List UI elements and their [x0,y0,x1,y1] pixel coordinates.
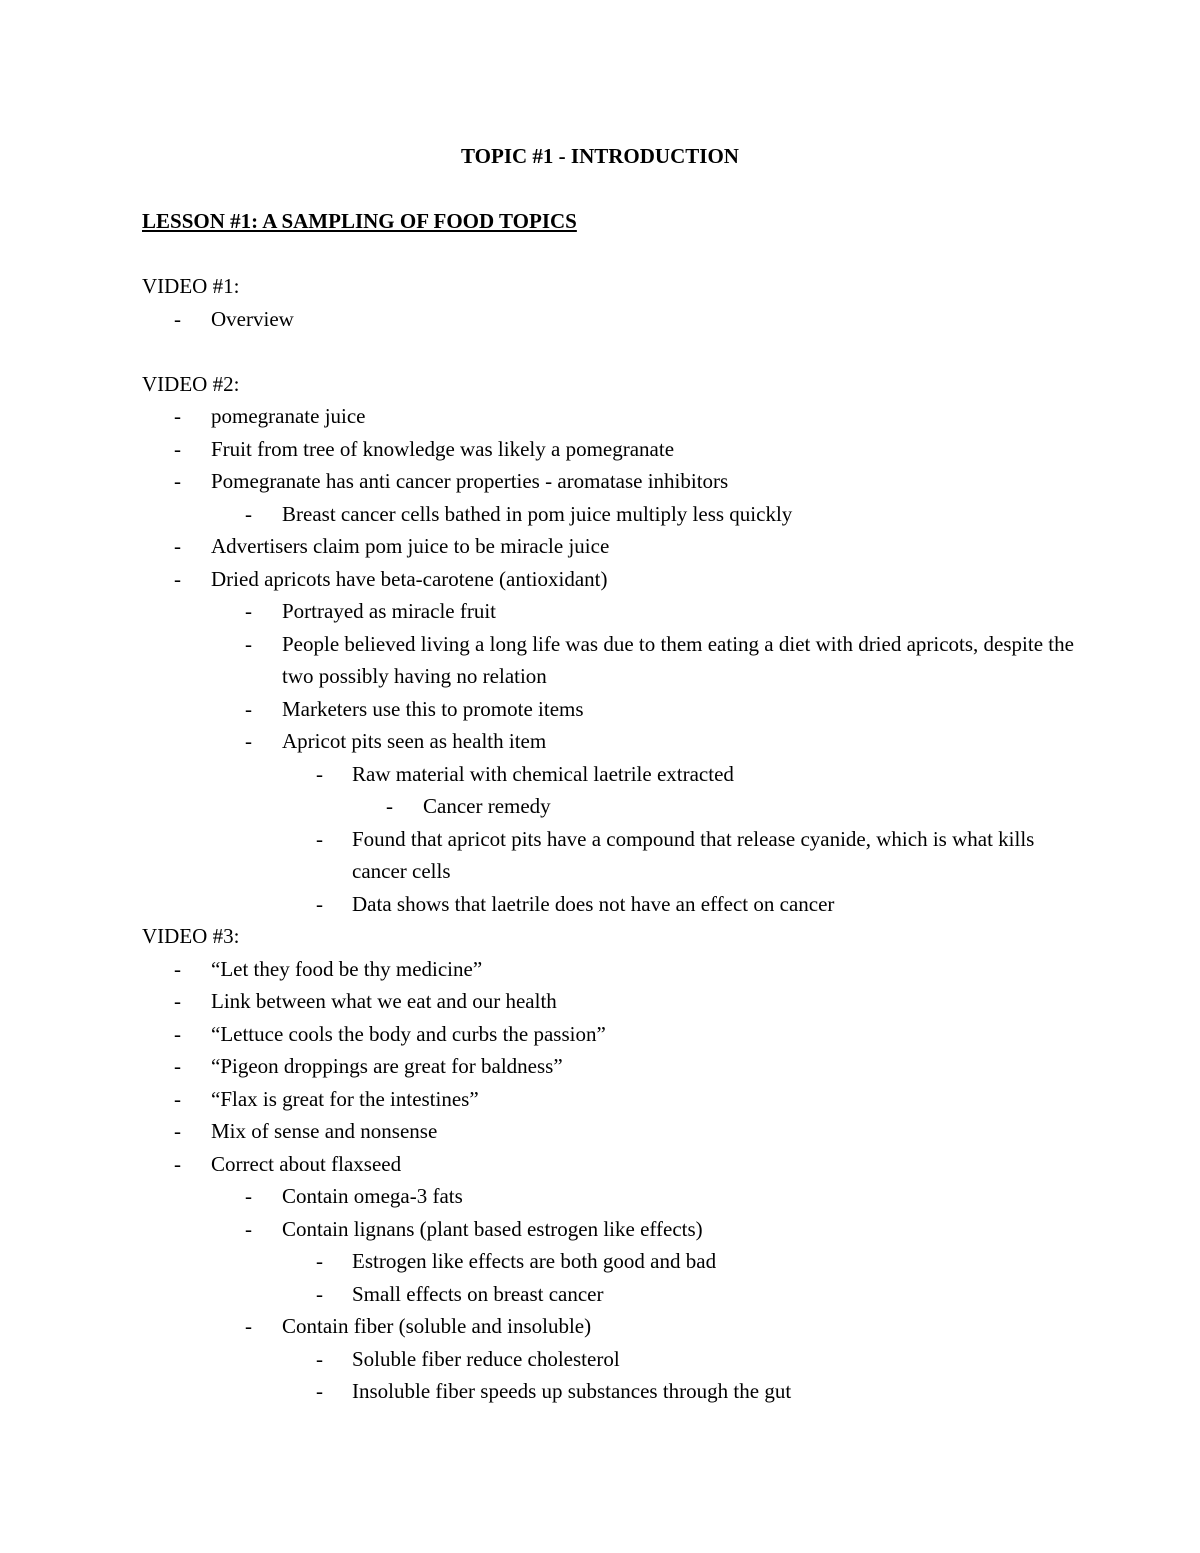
bullet-dash: - [316,1281,323,1306]
bullet-dash: - [316,761,323,786]
list-item-text: Estrogen like effects are both good and bad [352,1249,717,1273]
bullet-dash: - [316,826,323,851]
bullet-dash: - [174,1086,181,1111]
video-heading: VIDEO #2: [142,371,240,396]
bullet-dash: - [316,1379,323,1403]
list-item-text: Raw material with chemical laetrile extracted [352,761,734,786]
list-item-text: Mix of sense and nonsense [211,1119,438,1143]
list-item-text: “Lettuce cools the body and curbs the passion” [211,1021,606,1046]
list-item [142,790,1082,823]
lesson-heading: LESSON #1: A SAMPLING OF FOOD TOPICS [142,209,577,233]
bullet-dash: - [245,696,252,721]
notes-body [142,270,1082,1408]
list-item-text: Breast cancer cells bathed in pom juice multiply less quickly [282,501,793,526]
bullet-dash: - [174,956,181,981]
page-title: TOPIC #1 - INTRODUCTION [461,144,739,168]
list-item-text: pomegranate juice [211,404,366,428]
list-item [142,823,1082,888]
list-item [142,628,1082,693]
bullet-dash: - [245,599,252,623]
list-item-text: Correct about flaxseed [211,1151,402,1176]
video-heading: VIDEO #3: [142,924,240,948]
list-item-text: Soluble fiber reduce cholesterol [352,1346,620,1371]
list-item-text: Found that apricot pits have a compound that release cyanide, which is what kills cancer cells [352,826,1035,883]
list-item [142,985,1082,1018]
bullet-dash: - [174,436,181,461]
list-item [142,725,1082,758]
list-item-text: Contain omega-3 fats [282,1184,463,1208]
bullet-dash: - [245,1184,252,1208]
bullet-dash: - [174,566,181,591]
list-item [142,1245,1082,1278]
video-heading: VIDEO #1: [142,274,240,298]
list-item [142,1343,1082,1376]
bullet-dash: - [245,1314,252,1338]
bullet-dash: - [174,404,181,428]
bullet-dash: - [245,631,252,656]
list-item-text: Fruit from tree of knowledge was likely a pomegranate [211,436,675,461]
list-item [142,400,1082,433]
bullet-dash: - [245,729,252,753]
list-item [142,758,1082,791]
list-item [142,563,1082,596]
blank-line [142,335,1082,368]
bullet-dash: - [174,534,181,558]
list-item [142,1018,1082,1051]
list-item-text: “Let they food be thy medicine” [211,956,483,981]
list-item-text: Contain fiber (soluble and insoluble) [282,1314,592,1338]
bullet-dash: - [174,1151,181,1176]
list-item-text: Cancer remedy [423,794,551,818]
bullet-dash: - [245,1216,252,1241]
bullet-dash: - [316,1249,323,1273]
video-section [142,368,1082,921]
list-item [142,303,1082,336]
bullet-dash: - [174,306,181,331]
bullet-dash: - [174,1054,181,1078]
bullet-dash: - [316,891,323,916]
bullet-dash: - [174,1119,181,1143]
list-item [142,1115,1082,1148]
list-item [142,1213,1082,1246]
list-item-text: Apricot pits seen as health item [282,729,547,753]
bullet-dash: - [174,469,181,493]
list-item [142,465,1082,498]
list-item-text: Portrayed as miracle fruit [282,599,496,623]
list-item-text: Advertisers claim pom juice to be miracle juice [211,534,610,558]
bullet-dash: - [386,794,393,818]
list-item [142,1375,1082,1408]
list-item-text: Contain lignans (plant based estrogen like effects) [282,1216,703,1241]
list-item [142,498,1082,531]
list-item [142,953,1082,986]
list-item [142,530,1082,563]
list-item-text: “Pigeon droppings are great for baldness” [211,1054,563,1078]
list-item [142,888,1082,921]
list-item-text: People believed living a long life was due to them eating a diet with dried apricots, despite the two possibly having no relation [282,631,1074,688]
bullet-dash: - [245,501,252,526]
list-item [142,1310,1082,1343]
list-item-text: Link between what we eat and our health [211,989,557,1013]
bullet-dash: - [174,989,181,1013]
list-item-text: Insoluble fiber speeds up substances through the gut [352,1379,792,1403]
list-item [142,1083,1082,1116]
bullet-dash: - [316,1346,323,1371]
list-item-text: “Flax is great for the intestines” [211,1086,479,1111]
list-item [142,1050,1082,1083]
list-item-text: Small effects on breast cancer [352,1281,604,1306]
list-item-text: Data shows that laetrile does not have an effect on cancer [352,891,835,916]
list-item [142,433,1082,466]
video-section [142,920,1082,1408]
list-item [142,595,1082,628]
list-item-text: Marketers use this to promote items [282,696,584,721]
list-item [142,1180,1082,1213]
list-item-text: Overview [211,306,294,331]
list-item [142,693,1082,726]
list-item-text: Dried apricots have beta-carotene (antioxidant) [211,566,608,591]
list-item [142,1148,1082,1181]
bullet-dash: - [174,1021,181,1046]
list-item-text: Pomegranate has anti cancer properties - aromatase inhibitors [211,469,729,493]
video-section [142,270,1082,335]
list-item [142,1278,1082,1311]
